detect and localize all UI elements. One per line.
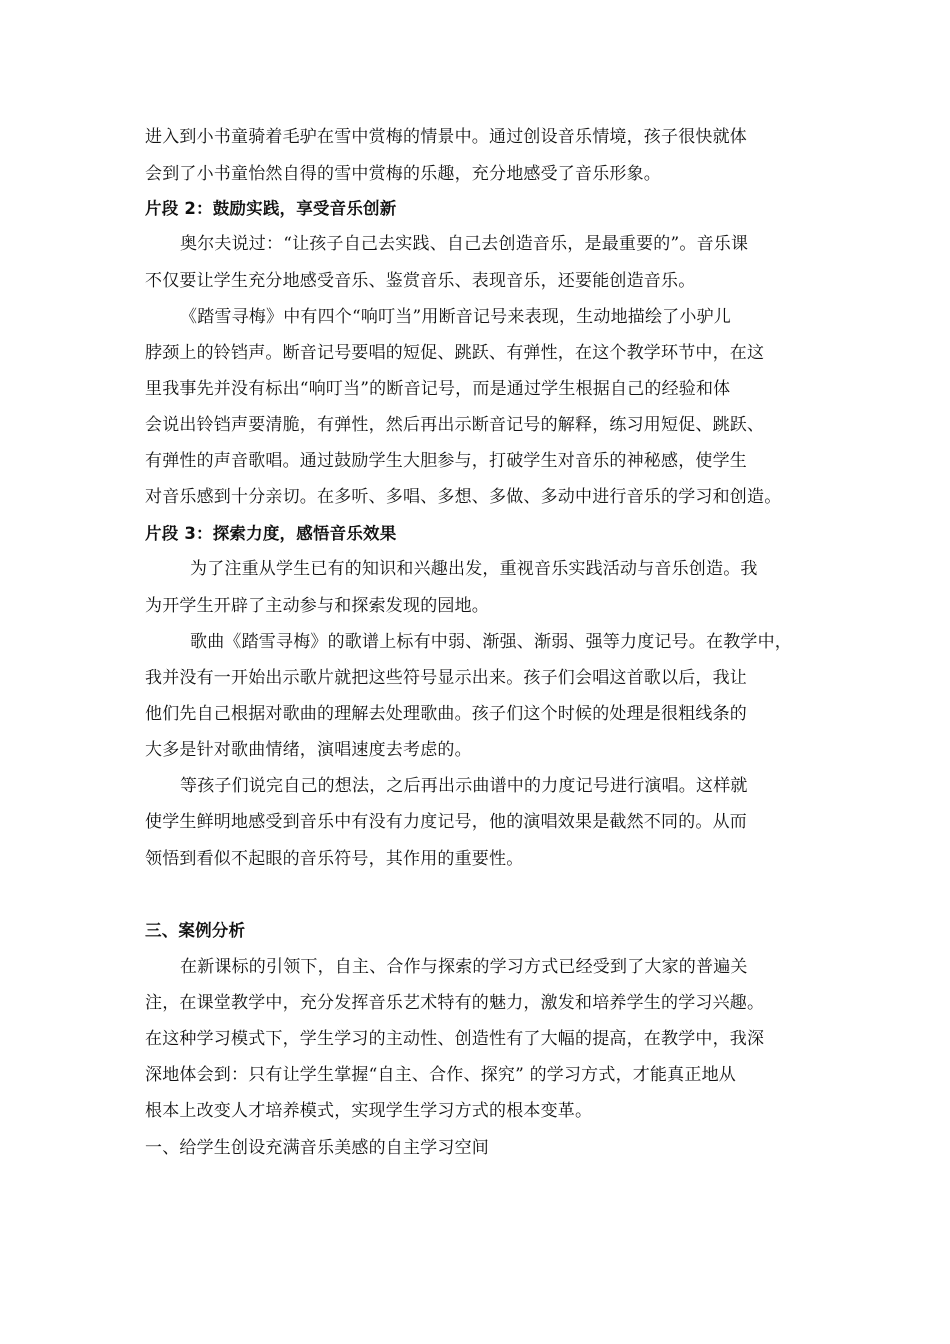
paragraph-line: 《踏雪寻梅》中有四个“响叮当”用断音记号来表现，生动地描绘了小驴儿: [180, 307, 731, 327]
paragraph-line: 在新课标的引领下，自主、合作与探索的学习方式已经受到了大家的普遍关: [180, 957, 748, 977]
paragraph-line: 会说出铃铛声要清脆，有弹性，然后再出示断音记号的解释，练习用短促、跳跃、: [145, 415, 765, 435]
paragraph-line: 对音乐感到十分亲切。在多听、多唱、多想、多做、多动中进行音乐的学习和创造。: [145, 487, 782, 507]
paragraph-line: 进入到小书童骑着毛驴在雪中赏梅的情景中。通过创设音乐情境，孩子很快就体: [145, 127, 747, 147]
paragraph-line: 等孩子们说完自己的想法，之后再出示曲谱中的力度记号进行演唱。这样就: [180, 776, 748, 796]
paragraph-line: 我并没有一开始出示歌片就把这些符号显示出来。孩子们会唱这首歌以后，我让: [145, 668, 747, 688]
paragraph-line: 根本上改变人才培养模式，实现学生学习方式的根本变革。: [145, 1101, 593, 1121]
section-heading: 片段 2：鼓励实践，享受音乐创新: [145, 199, 397, 218]
paragraph-line: 有弹性的声音歌唱。通过鼓励学生大胆参与，打破学生对音乐的神秘感，使学生: [145, 451, 747, 471]
paragraph-line: 里我事先并没有标出“响叮当”的断音记号，而是通过学生根据自己的经验和体: [145, 379, 731, 399]
paragraph-line: 在这种学习模式下，学生学习的主动性、创造性有了大幅的提高，在教学中，我深: [145, 1029, 765, 1049]
section-heading: 片段 3：探索力度，感悟音乐效果: [145, 524, 397, 543]
paragraph-line: 奥尔夫说过：“让孩子自己去实践、自己去创造音乐，是最重要的”。音乐课: [180, 234, 749, 254]
paragraph-line: 为了注重从学生已有的知识和兴趣出发，重视音乐实践活动与音乐创造。我: [190, 559, 758, 579]
section-heading: 三、案例分析: [145, 921, 246, 940]
paragraph-line: 大多是针对歌曲情绪，演唱速度去考虑的。: [145, 740, 472, 760]
paragraph-line: 会到了小书童怡然自得的雪中赏梅的乐趣，充分地感受了音乐形象。: [145, 164, 661, 184]
paragraph-line: 歌曲《踏雪寻梅》的歌谱上标有中弱、渐强、渐弱、强等力度记号。在教学中，: [190, 632, 792, 652]
paragraph-line: 领悟到看似不起眼的音乐符号，其作用的重要性。: [145, 849, 524, 869]
paragraph-line: 注，在课堂教学中，充分发挥音乐艺术特有的魅力，激发和培养学生的学习兴趣。: [145, 993, 765, 1013]
paragraph-line: 使学生鲜明地感受到音乐中有没有力度记号，他的演唱效果是截然不同的。从而: [145, 812, 747, 832]
paragraph-line: 脖颈上的铃铛声。断音记号要唱的短促、跳跃、有弹性，在这个教学环节中，在这: [145, 343, 765, 363]
paragraph-line: 不仅要让学生充分地感受音乐、鉴赏音乐、表现音乐，还要能创造音乐。: [145, 271, 696, 291]
paragraph-line: 他们先自己根据对歌曲的理解去处理歌曲。孩子们这个时候的处理是很粗线条的: [145, 704, 747, 724]
paragraph-line: 深地体会到：只有让学生掌握“自主、合作、探究” 的学习方式，才能真正地从: [145, 1065, 736, 1085]
subsection-heading: 一、给学生创设充满音乐美感的自主学习空间: [145, 1138, 489, 1158]
paragraph-line: 为开学生开辟了主动参与和探索发现的园地。: [145, 596, 489, 616]
